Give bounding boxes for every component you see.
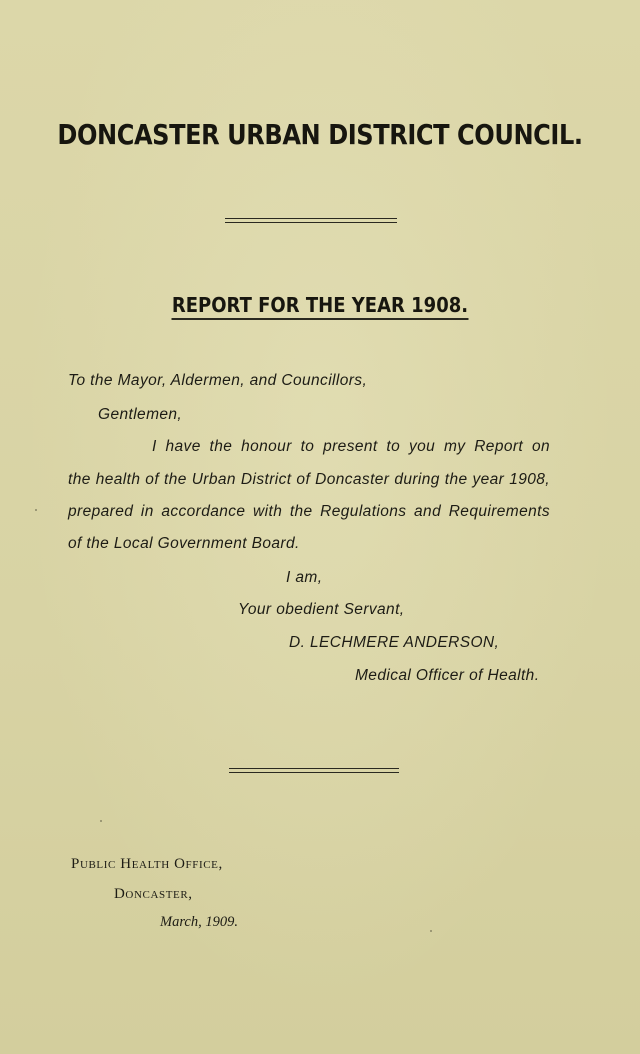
paper-speck [430,930,432,932]
closing-servant: Your obedient Servant, [238,601,405,618]
salutation-line: To the Mayor, Aldermen, and Councillors, [68,372,368,389]
greeting: Gentlemen, [98,406,183,423]
office-town: Doncaster, [114,886,193,902]
double-rule-divider [225,218,397,223]
report-subtitle [32,293,608,320]
report-date: March, 1909. [160,914,238,930]
signature-name: D. LECHMERE ANDERSON, [289,634,500,651]
closing: I am, [286,569,323,586]
double-rule-divider-lower [229,768,399,773]
body-line-1: I have the honour to present to you my Report on [152,438,550,455]
office-address: Public Health Office, [71,856,223,872]
body-line-3: prepared in accordance with the Regulations and Requirements [68,503,550,520]
council-title: DONCASTER URBAN DISTRICT COUNCIL. [57,118,583,151]
signature-title: Medical Officer of Health. [355,667,540,684]
body-line-2: the health of the Urban District of Doncaster during the year 1908, [68,471,550,488]
paper-speck [100,820,102,822]
body-line-4: of the Local Government Board. [68,535,300,552]
report-subtitle-text: REPORT FOR THE YEAR 1908. [172,293,468,320]
paper-speck [35,509,37,511]
